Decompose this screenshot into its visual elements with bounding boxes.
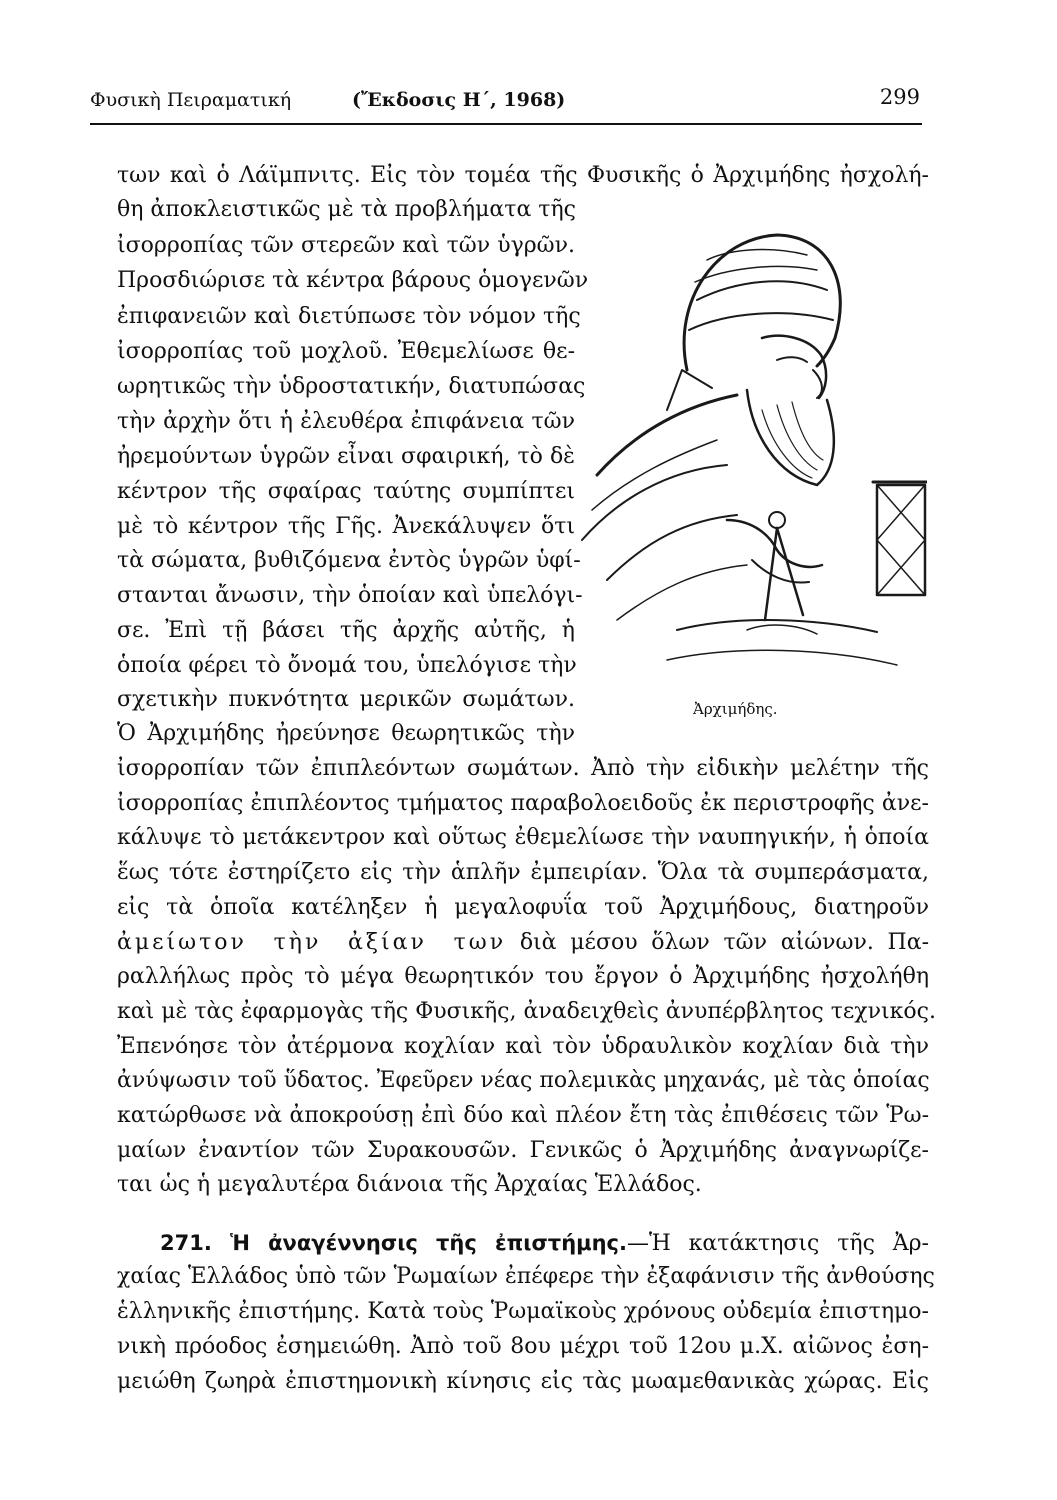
text-line: καὶ μὲ τὰς ἐφαρμογὰς τῆς Φυσικῆς, ἀναδειχθεὶς ἀνυπέρβλητος τεχνικός.: [117, 999, 936, 1024]
text-line: ἠρεμούντων ὑγρῶν εἶναι σφαιρική, τὸ δὲ: [117, 444, 575, 469]
text-line: ραλλήλως πρὸς τὸ μέγα θεωρητικόν του ἔργον ὁ Ἀρχιμήδης ἠσχολήθη: [117, 964, 929, 989]
figure-caption: Ἀρχιμήδης.: [693, 700, 778, 718]
text-line: τὴν ἀρχὴν ὅτι ἡ ἐλευθέρα ἐπιφάνεια τῶν: [117, 409, 575, 434]
text-line: κέντρον τῆς σφαίρας ταύτης συμπίπτει: [117, 479, 575, 504]
text-line: Ὁ Ἀρχιμήδης ἠρεύνησε θεωρητικῶς τὴν: [117, 721, 575, 746]
text-line: μαίων ἐναντίον τῶν Συρακουσῶν. Γενικῶς ὁ Ἀρχιμήδης ἀναγνωρίζε-: [117, 1138, 929, 1163]
text-line: σε. Ἐπὶ τῇ βάσει τῆς ἀρχῆς αὐτῆς, ἡ: [117, 618, 575, 643]
text-line: ἰσορροπίας τῶν στερεῶν καὶ τῶν ὑγρῶν.: [117, 233, 575, 258]
page-number: 299: [879, 85, 920, 109]
text-line: ἰσορροπίαν τῶν ἐπιπλεόντων σωμάτων. Ἀπὸ τὴν εἰδικὴν μελέτην τῆς: [117, 756, 929, 781]
text-line: μὲ τὸ κέντρον τῆς Γῆς. Ἀνεκάλυψεν ὅτι: [117, 514, 575, 539]
text-line: ἑλληνικῆς ἐπιστήμης. Κατὰ τοὺς Ῥωμαϊκοὺς χρόνους οὐδεμία ἐπιστημο-: [117, 1299, 929, 1324]
text-line: χαίας Ἑλλάδος ὑπὸ τῶν Ῥωμαίων ἐπέφερε τὴν ἐξαφάνισιν τῆς ἀνθούσης: [117, 1264, 935, 1289]
text-line: σχετικὴν πυκνότητα μερικῶν σωμάτων.: [117, 687, 575, 712]
section-first-line: [160, 1228, 929, 1259]
text-line: Ἐπενόησε τὸν ἀτέρμονα κοχλίαν καὶ τὸν ὑδραυλικὸν κοχλίαν διὰ τὴν: [117, 1034, 929, 1059]
text-line: εἰς τὰ ὁποῖα κατέληξεν ἡ μεγαλοφυΐα τοῦ Ἀρχιμήδους, διατηροῦν: [117, 895, 929, 920]
text-line: τὰ σώματα, βυθιζόμενα ἐντὸς ὑγρῶν ὑφί-: [117, 548, 581, 573]
header-rule: [90, 123, 922, 125]
book-title: Φυσικὴ Πειραματική: [90, 89, 292, 111]
text-line: ται ὡς ἡ μεγαλυτέρα διάνοια τῆς Ἀρχαίας Ἑλλάδος.: [117, 1172, 702, 1197]
text-line: ωρητικῶς τὴν ὑδροστατικήν, διατυπώσας: [117, 374, 586, 399]
text-line: κάλυψε τὸ μετάκεντρον καὶ οὕτως ἐθεμελίωσε τὴν ναυπηγικήν, ἡ ὁποία: [117, 825, 929, 850]
edition-label: (Ἔκδοσις Η΄, 1968): [352, 89, 566, 111]
text-line: ἀνύψωσιν τοῦ ὕδατος. Ἐφεῦρεν νέας πολεμικὰς μηχανάς, μὲ τὰς ὁποίας: [117, 1068, 930, 1093]
text-line: στανται ἄνωσιν, τὴν ὁποίαν καὶ ὑπελόγι-: [117, 583, 583, 608]
text-line-spaced: [117, 928, 929, 958]
text-line: Προσδιώρισε τὰ κέντρα βάρους ὁμογενῶν: [117, 268, 589, 293]
spaced-rest: διὰ μέσου ὅλων τῶν αἰώνων. Πα-: [519, 930, 929, 955]
archimedes-portrait: [577, 220, 927, 690]
text-line: κατώρθωσε νὰ ἀποκρούσῃ ἐπὶ δύο καὶ πλέον ἔτη τὰς ἐπιθέσεις τῶν Ῥω-: [117, 1103, 929, 1128]
spaced-emphasis: ἀμείωτον τὴν ἀξίαν των: [117, 930, 507, 955]
text-line: μειώθη ζωηρὰ ἐπιστημονικὴ κίνησις εἰς τὰς μωαμεθανικὰς χώρας. Εἰς: [117, 1369, 929, 1394]
text-line: ἕως τότε ἐστηρίζετο εἰς τὴν ἁπλῆν ἐμπειρίαν. Ὅλα τὰ συμπεράσματα,: [117, 860, 929, 885]
text-line: ἰσορροπίας ἐπιπλέοντος τμήματος παραβολοειδοῦς ἐκ περιστροφῆς ἀνε-: [117, 791, 929, 816]
text-line: ἐπιφανειῶν καὶ διετύπωσε τὸν νόμον τῆς: [117, 304, 581, 329]
section-first-line-rest: —Ἡ κατάκτησις τῆς Ἀρ-: [626, 1231, 929, 1256]
text-line: ἰσορροπίας τοῦ μοχλοῦ. Ἐθεμελίωσε θε-: [117, 339, 575, 364]
section-heading: 271. Ἡ ἀναγέννησις τῆς ἐπιστήμης.: [160, 1231, 627, 1255]
text-line: θη ἀποκλειστικῶς μὲ τὰ προβλήματα τῆς: [117, 197, 576, 222]
text-line: των καὶ ὁ Λάϊμπνιτς. Εἰς τὸν τομέα τῆς Φυσικῆς ὁ Ἀρχιμήδης ἠσχολή-: [117, 163, 929, 188]
text-line: ὁποία φέρει τὸ ὄνομά του, ὑπελόγισε τὴν: [117, 653, 577, 678]
running-header: [90, 85, 920, 121]
text-line: νικὴ πρόοδος ἐσημειώθη. Ἀπὸ τοῦ 8ου μέχρι τοῦ 12ου μ.Χ. αἰῶνος ἐση-: [117, 1334, 929, 1359]
